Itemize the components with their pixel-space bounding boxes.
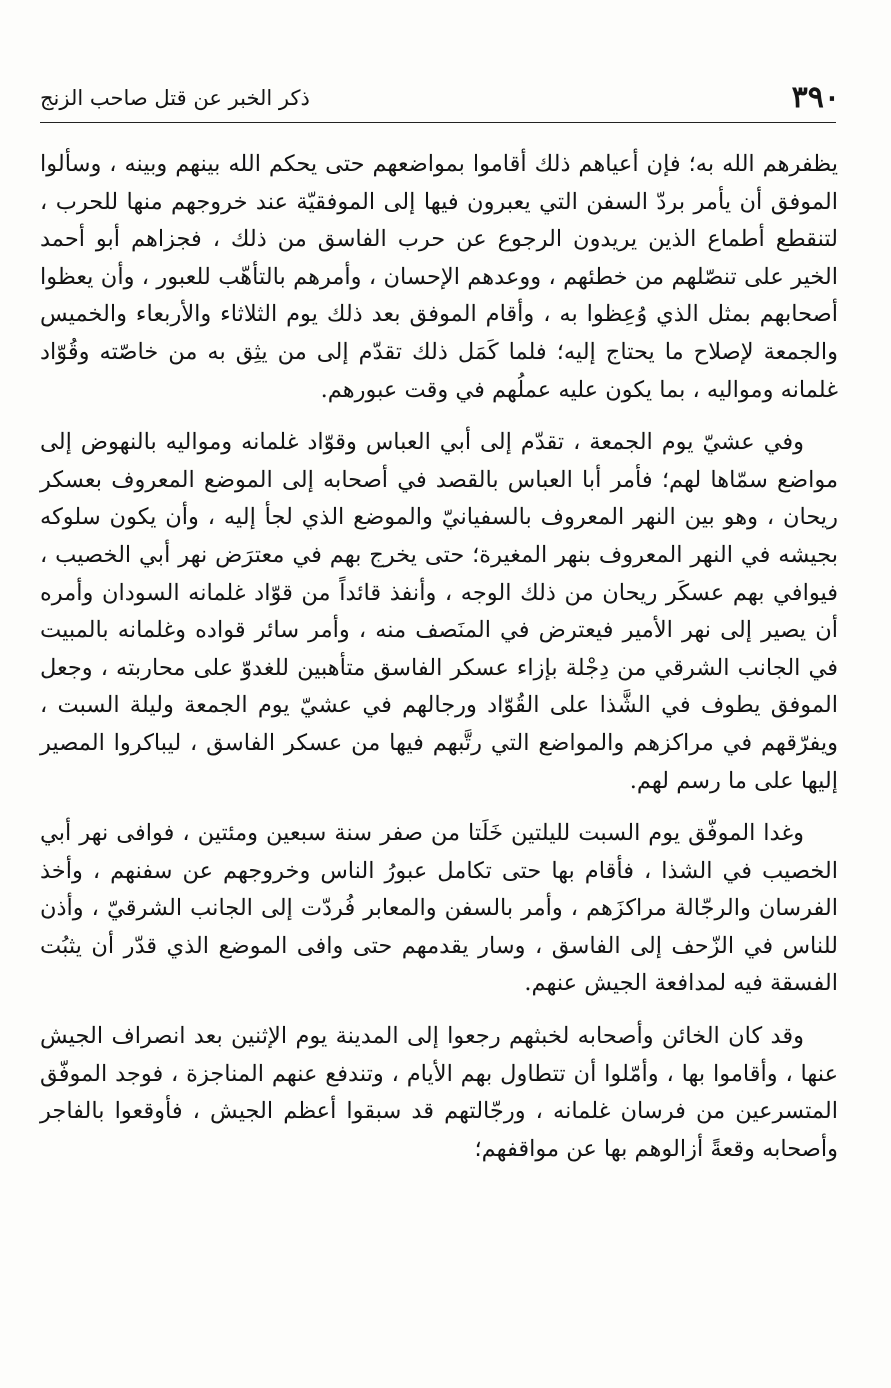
paragraph: وقد كان الخائن وأصحابه لخبثهم رجعوا إلى المدينة يوم الإثنين بعد انصراف الجيش عنها ، وأقاموا بها ، وأمّلوا أن تتطاول بهم الأيام ، وتندفع عنهم المناجزة ، فوجد الموفّق المتسرعين من فرسان غلمانه ، ورجّالتهم قد سبقوا أعظم الجيش ، فأوقعوا بالفاجر وأصحابه وقعةً أزالوهم بها عن مواقفهم؛: [40, 1023, 838, 1162]
header-divider: [40, 122, 836, 123]
running-title: ذكر الخبر عن قتل صاحب الزنج: [40, 86, 310, 110]
paragraph: يظفرهم الله به؛ فإن أعياهم ذلك أقاموا بمواضعهم حتى يحكم الله بينهم وبينه ، وسألوا الموفق أن يأمر بردّ السفن التي يعبرون فيها إلى الموفقيّة عند خروجهم منها للحرب ، لتنقطع أطماع الذين يريدون الرجوع عن حرب الفاسق من ذلك ، فجزاهم أبو أحمد الخير على تنصّلهم من خطئهم ، ووعدهم الإحسان ، وأمرهم بالتأهّب للعبور ، وأن يعظوا أصحابهم بمثل الذي وُعِظوا به ، وأقام الموفق بعد ذلك يوم الثلاثاء والأربعاء والخميس والجمعة لإصلاح ما يحتاج إليه؛ فلما كَمَل ذلك تقدّم إلى من يثِق به من خاصّته وقُوّاد غلمانه ومواليه ، بما يكون عليه عملُهم في وقت عبورهم.: [40, 151, 838, 403]
paragraph: وفي عشيّ يوم الجمعة ، تقدّم إلى أبي العباس وقوّاد غلمانه ومواليه بالنهوض إلى مواضع سمّاها لهم؛ فأمر أبا العباس بالقصد في أصحابه إلى الموضع المعروف بعسكر ريحان ، وهو بين النهر المعروف بالسفيانيّ والموضع الذي لجأ إليه ، وأن يكون سلوكه بجيشه في النهر المعروف بنهر المغيرة؛ حتى يخرج بهم في معترَض نهر أبي الخصيب ، فيوافي بهم عسكَر ريحان من ذلك الوجه ، وأنفذ قائداً من قوّاد غلمانه السودان وأمره أن يصير إلى نهر الأمير فيعترض في المنَصف منه ، وأمر سائر قواده وغلمانه بالمبيت في الجانب الشرقي من دِجْلة بإزاء عسكر الفاسق متأهبين للغدوّ على محاربته ، وجعل الموفق يطوف في الشَّذا على القُوّاد ورجالهم في عشيّ يوم الجمعة وليلة السبت ، ويفرّقهم في مراكزهم والمواضع التي رتَّبهم فيها من عسكر الفاسق ، ليباكروا المصير إليها على ما رسم لهم.: [40, 429, 838, 794]
paragraph: وغدا الموفّق يوم السبت لليلتين خَلَتا من صفر سنة سبعين ومئتين ، فوافى نهر أبي الخصيب في الشذا ، فأقام بها حتى تكامل عبورُ الناس وخروجهم عن سفنهم ، وأخذ الفرسان والرجّالة مراكزَهم ، وأمر بالسفن والمعابر فُردّت إلى الجانب الشرقيّ ، وأذن للناس في الزّحف إلى الفاسق ، وسار يقدمهم حتى وافى الموضع الذي قدّر أن يثبُت الفسقة فيه لمدافعة الجيش عنهم.: [40, 820, 838, 997]
body-text: [40, 146, 838, 1168]
page-number: ٣٩٠: [791, 80, 840, 115]
page-header: [40, 78, 840, 118]
